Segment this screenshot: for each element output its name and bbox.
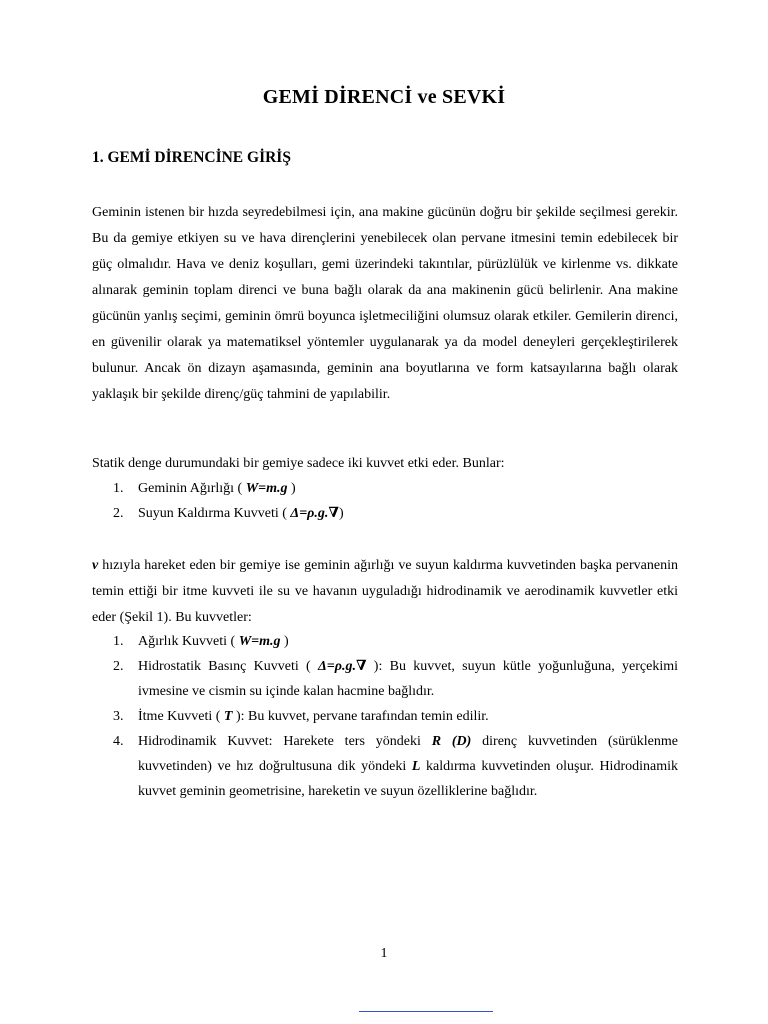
list-text-after: kaldırma kuvvetinden oluşur. Hidrodinamik kuvvet geminin geometrisine, hareketin ve suyun özelliklerine bağlıdır. [138, 759, 678, 799]
list-item [92, 729, 678, 804]
list-text-after: ) [287, 481, 296, 496]
formula: W=m.g [238, 634, 281, 649]
list-text: Hidrodinamik Kuvvet: Harekete ters yöndeki [138, 734, 432, 749]
dynamic-forces-list [92, 629, 678, 804]
moving-ship-text: hızıyla hareket eden bir gemiye ise geminin ağırlığı ve suyun kaldırma kuvvetinden başka pervanenin temin ettiği bir itme kuvveti ile su ve havanın uyguladığı hidrodinamik ve aerodinamik kuvvetler etki eder (Şekil 1). Bu kuvvetler: [92, 558, 678, 625]
list-text-after: ): Bu kuvvet, suyun kütle yoğunluğuna, yerçekimi ivmesine ve cismin su içinde kalan hacmine bağlıdır. [138, 659, 678, 699]
list-text-after: ) [280, 634, 289, 649]
list-number: 3. [113, 709, 124, 724]
list-text: Geminin Ağırlığı ( [138, 481, 246, 496]
list-item [92, 704, 678, 729]
list-text-after: ): Bu kuvvet, pervane tarafından temin edilir. [232, 709, 489, 724]
list-item [92, 476, 678, 501]
page-number: 1 [380, 946, 388, 961]
section-heading: 1. GEMİ DİRENCİNE GİRİŞ [92, 149, 291, 166]
list-number: 1. [113, 634, 124, 649]
list-text: Suyun Kaldırma Kuvveti ( [138, 506, 291, 521]
formula: Δ=ρ.g.∇ [290, 506, 339, 521]
list-item [92, 654, 678, 704]
list-text: Hidrostatik Basınç Kuvveti ( [138, 659, 318, 674]
formula: T [223, 709, 233, 724]
list-number: 4. [113, 734, 124, 749]
velocity-symbol: v [92, 558, 99, 573]
list-item [92, 629, 678, 654]
list-number: 2. [113, 659, 124, 674]
list-text: İtme Kuvveti ( [138, 709, 224, 724]
footer-divider [359, 1011, 493, 1012]
moving-ship-paragraph [92, 553, 678, 631]
formula: Δ=ρ.g.∇ [318, 659, 367, 674]
list-text: Ağırlık Kuvveti ( [138, 634, 239, 649]
list-number: 1. [113, 481, 124, 496]
intro-paragraph: Geminin istenen bir hızda seyredebilmesi için, ana makine gücünün doğru bir şekilde seçilmesi gerekir. Bu da gemiye etkiyen su ve hava dirençlerini yenebilecek olan pervane itmesini temin edebilecek bir güç olmalıdır. Hava ve deniz koşulları, gemi üzerindeki takıntılar, pürüzlülük ve kirlenme vs. dikkate alınarak geminin toplam direnci ve buna bağlı olarak da ana makinenin gücü belirlenir. Ana makine gücünün yanlış seçimi, geminin ömrü boyunca işletmeciliğini olumsuz olarak etkiler. Gemilerin direnci, en güvenilir olarak ya matematiksel yöntemler uygulanarak ya da model deneyleri gerçekleştirilerek bulunur. Ancak ön dizayn aşamasında, geminin ana boyutlarına ve form katsayılarına bağlı olarak yaklaşık bir şekilde direnç/güç tahmini de yapılabilir. [92, 205, 678, 402]
list-text-after: ) [338, 506, 344, 521]
list-text-after: direnç kuvvetinden (sürüklenme kuvvetinden) ve hız doğrultusuna dik yöndeki [138, 734, 678, 774]
formula: R (D) [431, 734, 472, 749]
static-equilibrium-paragraph: Statik denge durumundaki bir gemiye sadece iki kuvvet etki eder. Bunlar: [92, 456, 505, 471]
static-forces-list [92, 476, 678, 526]
formula: W=m.g [245, 481, 288, 496]
formula: L [411, 759, 421, 774]
document-title: GEMİ DİRENCİ ve SEVKİ [262, 86, 506, 108]
list-item [92, 501, 678, 526]
list-number: 2. [113, 506, 124, 521]
